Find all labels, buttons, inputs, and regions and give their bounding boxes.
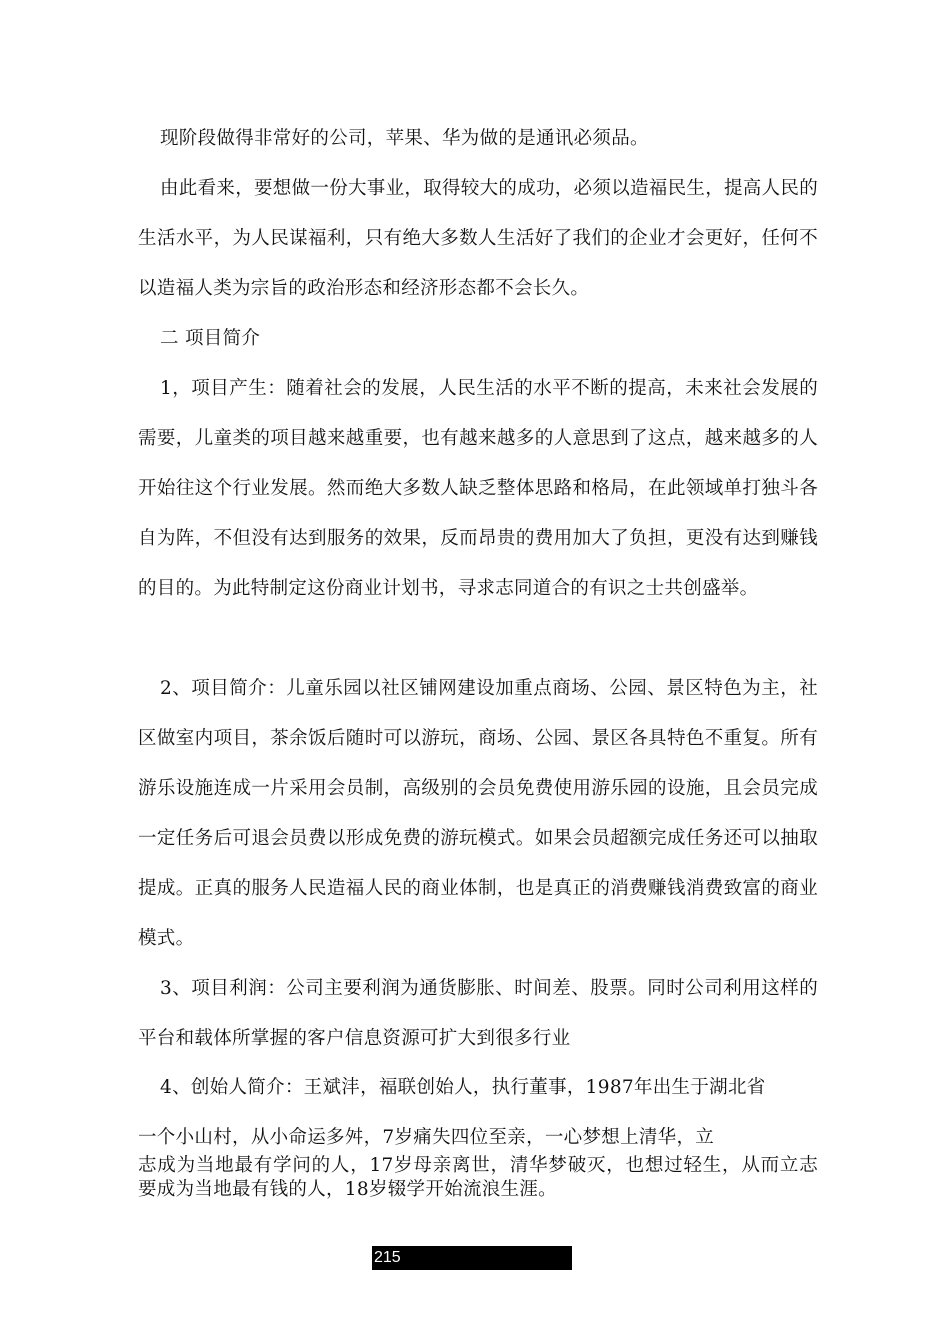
page-number-bar [372, 1246, 572, 1270]
paragraph-intro: 现阶段做得非常好的公司，苹果、华为做的是通讯必须品。 [160, 128, 649, 149]
section-heading: 二 项目简介 [160, 328, 261, 349]
paragraph-founder-line2: 一个小山村，从小命运多舛，7岁痛失四位至亲，一心梦想上清华，立 [138, 1127, 715, 1148]
paragraph-founder-line1: 4、创始人简介：王斌沣，福联创始人，执行董事，1987年出生于湖北省 [160, 1077, 766, 1098]
paragraph-project-summary: 2、项目简介：儿童乐园以社区铺网建设加重点商场、公园、景区特色为主，社区做室内项目，茶余饭后随时可以游玩，商场、公园、景区各具特色不重复。所有游乐设施连成一片采用会员制，高级别的会员免费使用游乐园的设施，且会员完成一定任务后可退会员费以形成免费的游玩模式。如果会员超额完成任务还可以抽取提成。正真的服务人民造福人民的商业体制，也是真正的消费赚钱消费致富的商业模式。 [138, 678, 818, 949]
paragraph-project-profit: 3、项目利润：公司主要利润为通货膨胀、时间差、股票。同时公司利用这样的平台和载体所掌握的客户信息资源可扩大到很多行业 [138, 978, 818, 1049]
paragraph-conclusion: 由此看来，要想做一份大事业，取得较大的成功，必须以造福民生，提高人民的生活水平，为人民谋福利，只有绝大多数人生活好了我们的企业才会更好，任何不以造福人类为宗旨的政治形态和经济形态都不会长久。 [138, 178, 819, 299]
paragraph-founder-line3: 志成为当地最有学问的人，17岁母亲离世，清华梦破灭，也想过轻生，从而立志要成为当地最有钱的人，18岁辍学开始流浪生涯。 [138, 1155, 818, 1200]
page-number: 215 [374, 1249, 401, 1266]
paragraph-project-origin: 1，项目产生：随着社会的发展，人民生活的水平不断的提高，未来社会发展的需要，儿童类的项目越来越重要，也有越来越多的人意思到了这点，越来越多的人开始往这个行业发展。然而绝大多数人缺乏整体思路和格局，在此领域单打独斗各自为阵，不但没有达到服务的效果，反而昂贵的费用加大了负担，更没有达到赚钱的目的。为此特制定这份商业计划书，寻求志同道合的有识之士共创盛举。 [138, 378, 818, 599]
